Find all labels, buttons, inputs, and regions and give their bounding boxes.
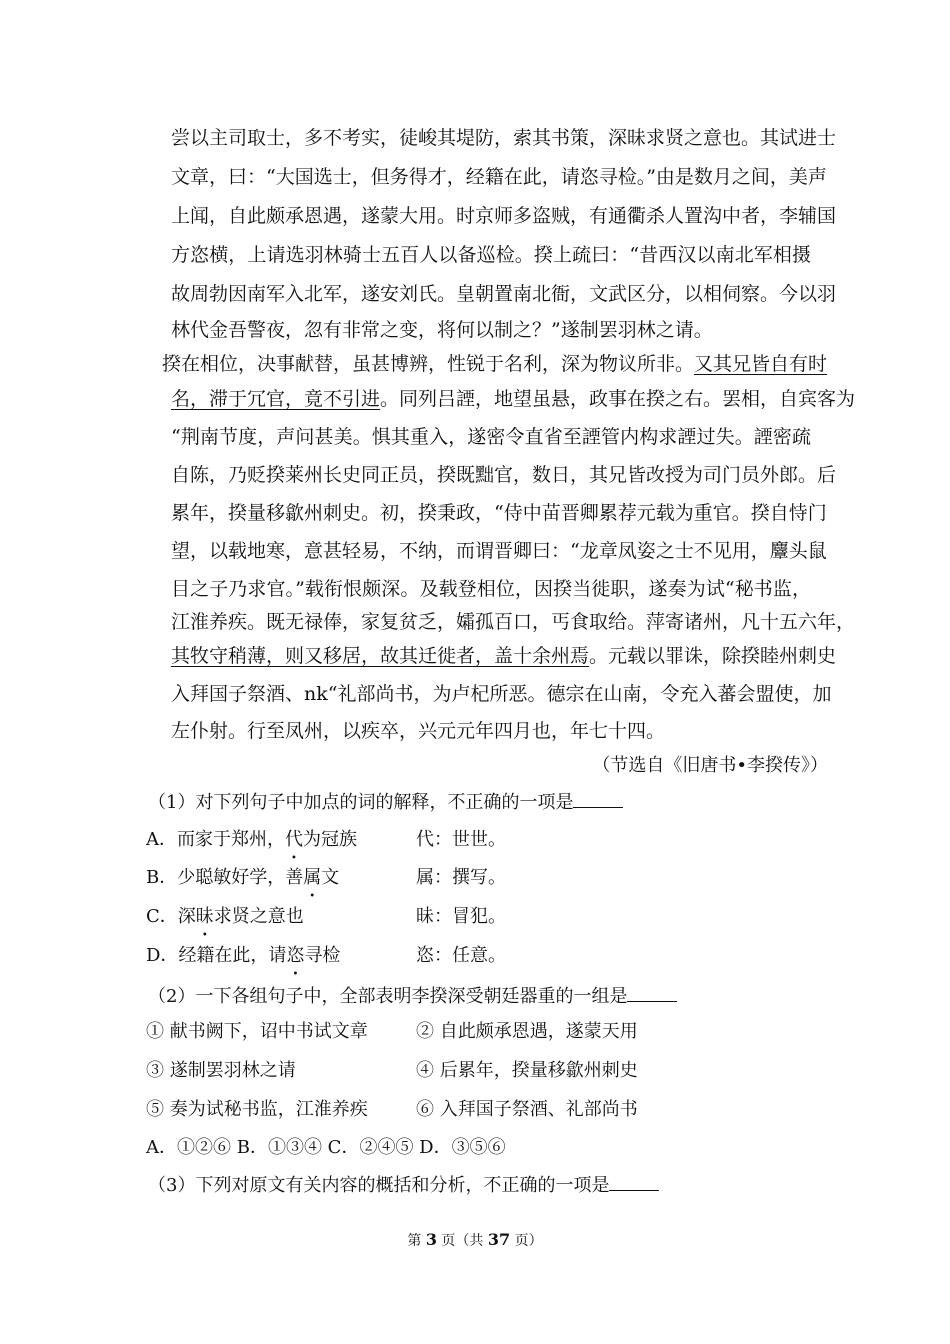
total-pages: 37 (487, 1230, 511, 1249)
q1-option-d-explanation: 恣：任意。 (416, 945, 506, 966)
footer-prefix: 第 (407, 1233, 426, 1249)
passage-line-14: 江淮养疾。既无禄俸，家复贫乏，孀孤百口，丐食取给。萍寄诸州，凡十五六年， (171, 611, 856, 633)
passage-text: 。同列吕諲，地望虽悬，政事在揆之右。罢相，自宾客为 (380, 388, 856, 410)
page-footer (0, 1230, 950, 1250)
q1-option-b-explanation: 属：撰写。 (416, 867, 506, 888)
passage-line-4: 方恣横，上请选羽林骑士五百人以备巡检。揆上疏曰：“昔西汉以南北军相摄 (171, 244, 811, 266)
passage-line-3: 上闻，自此颇承恩遇，遂蒙大用。时京师多盗贼，有通衢杀人置沟中者，李辅国 (171, 205, 837, 227)
passage-line-1: 尝以主司取士，多不考实，徒峻其堤防，索其书策，深昧求贤之意也。其试进士 (171, 127, 837, 149)
passage-line-12: 望，以载地寒，意甚轻易，不纳，而谓晋卿曰：“龙章凤姿之士不见用，麞头鼠 (171, 540, 827, 562)
option-text: 深 (177, 906, 196, 927)
passage-line-11: 累年，揆量移歙州刺史。初，揆秉政，“侍中苗晋卿累荐元载为重官。揆自恃门 (171, 502, 827, 524)
option-text: 为冠族 (303, 829, 357, 850)
passage-text: 揆在相位，决事献替，虽甚博辨，性锐于名利，深为物议所非。 (162, 353, 695, 375)
page-number: 3 (425, 1230, 437, 1249)
passage-line-6: 林代金吾警夜，忽有非常之变，将何以制之？”遂制罢羽林之请。 (171, 319, 713, 341)
passage-text: 。元载以罪诛，除揆睦州刺史 (589, 645, 837, 667)
option-text: 少聪敏好学，善 (177, 867, 304, 888)
answer-blank (627, 983, 677, 1002)
q1-stem-text: （1）对下列句子中加点的词的解释，不正确的一项是 (148, 792, 574, 813)
footer-mid: 页（共 (436, 1233, 488, 1249)
underlined-text: 又其兄皆自有时 (694, 353, 828, 375)
q1-option-d[interactable] (146, 944, 340, 968)
q2-item-4: ④ 后累年，揆量移歙州刺史 (416, 1060, 638, 1081)
option-text: 寻检 (304, 945, 341, 966)
q1-option-c[interactable] (146, 905, 304, 929)
option-text: 经籍在此，请 (178, 945, 287, 966)
option-label: D． (146, 945, 179, 966)
option-text: 文 (321, 867, 340, 888)
q1-option-c-explanation: 昧：冒犯。 (416, 906, 506, 927)
underlined-text: 其牧守稍薄，则又移居，故其迁徙者，盖十余州焉 (171, 645, 590, 667)
option-label: C． (146, 906, 178, 927)
passage-line-13: 目之子乃求官。”载衔恨颇深。及载登相位，因揆当徙职，遂奏为试“秘书监， (171, 578, 811, 600)
dotted-word: 恣 (286, 945, 305, 966)
passage-line-15 (171, 644, 837, 668)
source-citation: （节选自《旧唐书•李揆传》） (592, 755, 828, 776)
q1-option-a[interactable] (146, 828, 357, 852)
option-text: 而家于郑州， (177, 829, 285, 850)
dotted-word: 代 (285, 829, 303, 850)
passage-line-16: 入拜国子祭酒、nk“礼部尚书，为卢杞所恶。德宗在山南，令充入蕃会盟使，加 (171, 683, 832, 705)
passage-line-9: “荆南节度，声问甚美。惧其重入，遂密令直省至諲管内构求諲过失。諲密疏 (171, 426, 811, 448)
q1-option-b[interactable] (146, 866, 339, 890)
q3-stem (148, 1172, 659, 1198)
q1-stem (148, 789, 623, 815)
answer-blank (609, 1172, 659, 1191)
option-text: 求贤之意也 (213, 906, 304, 927)
q2-stem (148, 983, 677, 1009)
q2-item-1: ① 献书阙下，诏中书试文章 (146, 1021, 368, 1042)
q2-stem-text: （2）一下各组句子中，全部表明李揆深受朝廷器重的一组是 (148, 986, 628, 1007)
q2-choices[interactable]: A．①②⑥ B．①③④ C．②④⑤ D．③⑤⑥ (146, 1137, 506, 1158)
dotted-word: 属 (303, 867, 322, 888)
passage-line-2: 文章，曰：“大国选士，但务得才，经籍在此，请恣寻检。”由是数月之间，美声 (171, 166, 827, 188)
footer-suffix: 页） (510, 1233, 543, 1249)
answer-blank (573, 789, 623, 808)
q3-stem-text: （3）下列对原文有关内容的概括和分析，不正确的一项是 (148, 1175, 610, 1196)
dotted-word: 昧 (195, 906, 214, 927)
passage-line-7 (162, 352, 828, 376)
q1-option-a-explanation: 代：世世。 (416, 829, 506, 850)
underlined-text: 名，滞于冗官，竟不引进 (171, 388, 381, 410)
passage-line-8 (171, 387, 856, 411)
q2-item-5: ⑤ 奏为试秘书监，江淮养疾 (146, 1099, 368, 1120)
q2-item-2: ② 自此颇承恩遇，遂蒙天用 (416, 1021, 638, 1042)
option-label: B． (146, 867, 178, 888)
passage-line-10: 自陈，乃贬揆莱州长史同正员，揆既黜官，数日，其兄皆改授为司门员外郎。后 (171, 464, 837, 486)
option-label: A． (146, 829, 177, 850)
q2-item-3: ③ 遂制罢羽林之请 (146, 1060, 296, 1081)
passage-line-17: 左仆射。行至凤州，以疾卒，兴元元年四月也，年七十四。 (171, 720, 666, 742)
passage-line-5: 故周勃因南军入北军，遂安刘氏。皇朝置南北衙，文武区分，以相伺察。今以羽 (171, 283, 837, 305)
q2-item-6: ⑥ 入拜国子祭酒、礼部尚书 (416, 1099, 638, 1120)
